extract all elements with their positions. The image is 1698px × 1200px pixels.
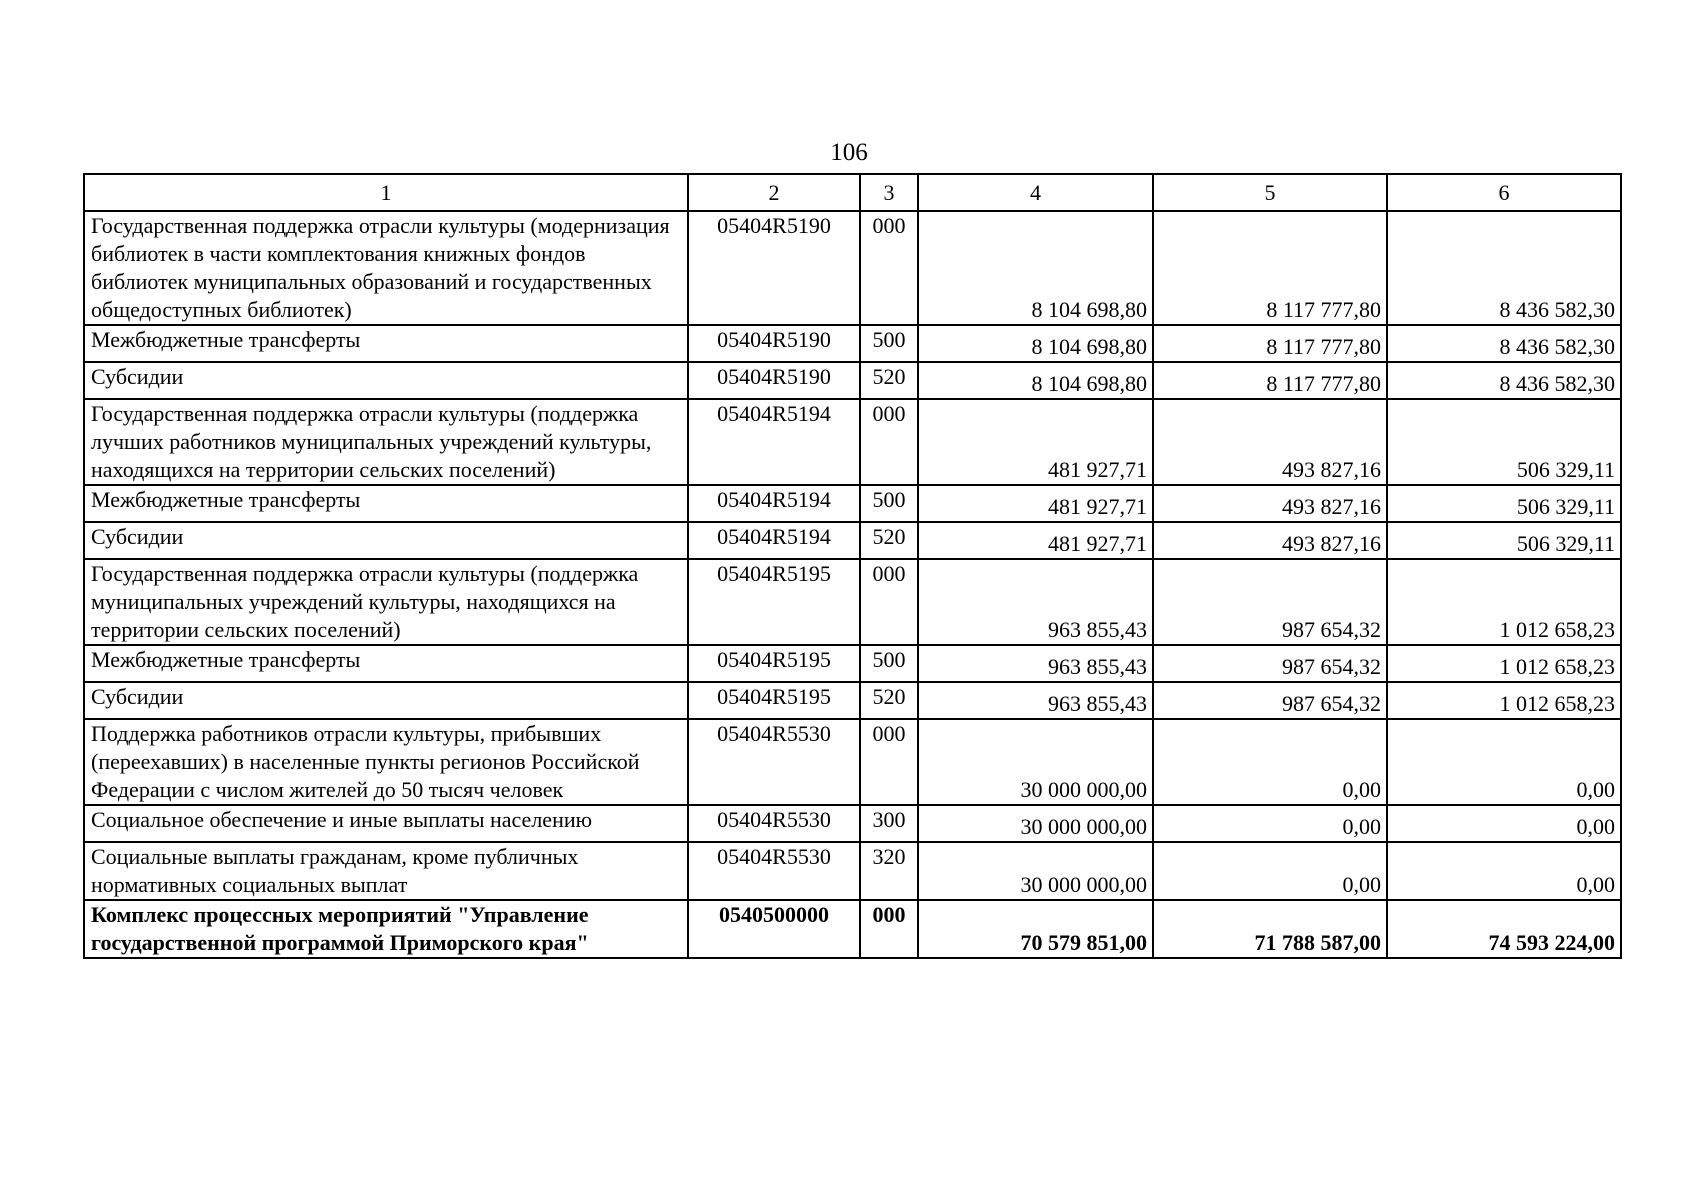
row-type: 500 (860, 485, 918, 522)
row-type: 000 (860, 559, 918, 645)
row-type: 520 (860, 682, 918, 719)
table-row (84, 325, 1621, 362)
row-type: 520 (860, 362, 918, 399)
row-type: 500 (860, 325, 918, 362)
row-value-5: 8 117 777,80 (1153, 211, 1387, 325)
row-value-5: 493 827,16 (1153, 522, 1387, 559)
row-value-6: 0,00 (1387, 842, 1621, 900)
row-value-5: 987 654,32 (1153, 645, 1387, 682)
row-name: Межбюджетные трансферты (84, 325, 688, 362)
row-value-4: 70 579 851,00 (918, 900, 1153, 958)
row-type: 000 (860, 719, 918, 805)
row-value-6: 8 436 582,30 (1387, 362, 1621, 399)
row-value-6: 506 329,11 (1387, 399, 1621, 485)
table-row (84, 842, 1621, 900)
row-name: Государственная поддержка отрасли культуры (модернизация библиотек в части комплектования книжных фондов библиотек муниципальных образований и государственных общедоступных библиотек) (84, 211, 688, 325)
row-value-5: 987 654,32 (1153, 682, 1387, 719)
row-value-6: 8 436 582,30 (1387, 211, 1621, 325)
row-type: 300 (860, 805, 918, 842)
row-value-6: 1 012 658,23 (1387, 682, 1621, 719)
row-code: 05404R5194 (688, 485, 860, 522)
row-name: Поддержка работников отрасли культуры, прибывших (переехавших) в населенные пункты регионов Российской Федерации с числом жителей до 50 тысяч человек (84, 719, 688, 805)
row-value-5: 493 827,16 (1153, 485, 1387, 522)
row-code: 05404R5190 (688, 362, 860, 399)
row-name: Государственная поддержка отрасли культуры (поддержка муниципальных учреждений культуры, находящихся на территории сельских поселений) (84, 559, 688, 645)
row-value-6: 1 012 658,23 (1387, 645, 1621, 682)
table-row (84, 362, 1621, 399)
row-name: Межбюджетные трансферты (84, 485, 688, 522)
table-row (84, 682, 1621, 719)
row-value-4: 481 927,71 (918, 522, 1153, 559)
row-value-5: 0,00 (1153, 805, 1387, 842)
header-row (84, 174, 1621, 211)
row-name: Субсидии (84, 682, 688, 719)
row-name: Субсидии (84, 362, 688, 399)
row-code: 05404R5195 (688, 645, 860, 682)
budget-table (83, 173, 1622, 959)
row-code: 0540500000 (688, 900, 860, 958)
row-value-4: 963 855,43 (918, 645, 1153, 682)
header-cell-2: 2 (688, 174, 860, 211)
row-type: 000 (860, 211, 918, 325)
header-cell-1: 1 (84, 174, 688, 211)
table-row (84, 399, 1621, 485)
row-value-6: 1 012 658,23 (1387, 559, 1621, 645)
table-row (84, 719, 1621, 805)
row-value-6: 506 329,11 (1387, 522, 1621, 559)
row-value-5: 987 654,32 (1153, 559, 1387, 645)
row-code: 05404R5530 (688, 719, 860, 805)
row-value-4: 8 104 698,80 (918, 211, 1153, 325)
row-code: 05404R5195 (688, 559, 860, 645)
row-type: 000 (860, 399, 918, 485)
row-value-4: 8 104 698,80 (918, 362, 1153, 399)
row-value-6: 0,00 (1387, 719, 1621, 805)
header-cell-4: 4 (918, 174, 1153, 211)
row-value-5: 8 117 777,80 (1153, 362, 1387, 399)
row-type: 320 (860, 842, 918, 900)
row-name: Комплекс процессных мероприятий "Управление государственной программой Приморского края" (84, 900, 688, 958)
header-cell-6: 6 (1387, 174, 1621, 211)
row-value-5: 0,00 (1153, 842, 1387, 900)
table-row (84, 485, 1621, 522)
table-row (84, 522, 1621, 559)
row-value-4: 963 855,43 (918, 559, 1153, 645)
row-value-4: 481 927,71 (918, 485, 1153, 522)
row-value-4: 30 000 000,00 (918, 805, 1153, 842)
row-value-5: 8 117 777,80 (1153, 325, 1387, 362)
table-row-total (84, 900, 1621, 958)
row-value-4: 481 927,71 (918, 399, 1153, 485)
row-value-4: 8 104 698,80 (918, 325, 1153, 362)
table-row (84, 211, 1621, 325)
row-value-4: 963 855,43 (918, 682, 1153, 719)
row-value-5: 493 827,16 (1153, 399, 1387, 485)
row-code: 05404R5190 (688, 211, 860, 325)
row-value-4: 30 000 000,00 (918, 842, 1153, 900)
table-row (84, 559, 1621, 645)
row-code: 05404R5195 (688, 682, 860, 719)
row-value-6: 0,00 (1387, 805, 1621, 842)
row-type: 520 (860, 522, 918, 559)
table-row (84, 645, 1621, 682)
header-cell-5: 5 (1153, 174, 1387, 211)
row-value-6: 74 593 224,00 (1387, 900, 1621, 958)
row-code: 05404R5194 (688, 522, 860, 559)
row-type: 500 (860, 645, 918, 682)
row-value-4: 30 000 000,00 (918, 719, 1153, 805)
row-code: 05404R5190 (688, 325, 860, 362)
row-code: 05404R5530 (688, 805, 860, 842)
row-name: Социальные выплаты гражданам, кроме публичных нормативных социальных выплат (84, 842, 688, 900)
row-name: Межбюджетные трансферты (84, 645, 688, 682)
header-cell-3: 3 (860, 174, 918, 211)
page-number: 106 (830, 139, 868, 166)
row-type: 000 (860, 900, 918, 958)
row-value-6: 8 436 582,30 (1387, 325, 1621, 362)
row-name: Государственная поддержка отрасли культуры (поддержка лучших работников муниципальных учреждений культуры, находящихся на территории сельских поселений) (84, 399, 688, 485)
row-name: Субсидии (84, 522, 688, 559)
row-value-5: 0,00 (1153, 719, 1387, 805)
row-value-6: 506 329,11 (1387, 485, 1621, 522)
row-value-5: 71 788 587,00 (1153, 900, 1387, 958)
row-code: 05404R5194 (688, 399, 860, 485)
row-code: 05404R5530 (688, 842, 860, 900)
table-row (84, 805, 1621, 842)
row-name: Социальное обеспечение и иные выплаты населению (84, 805, 688, 842)
